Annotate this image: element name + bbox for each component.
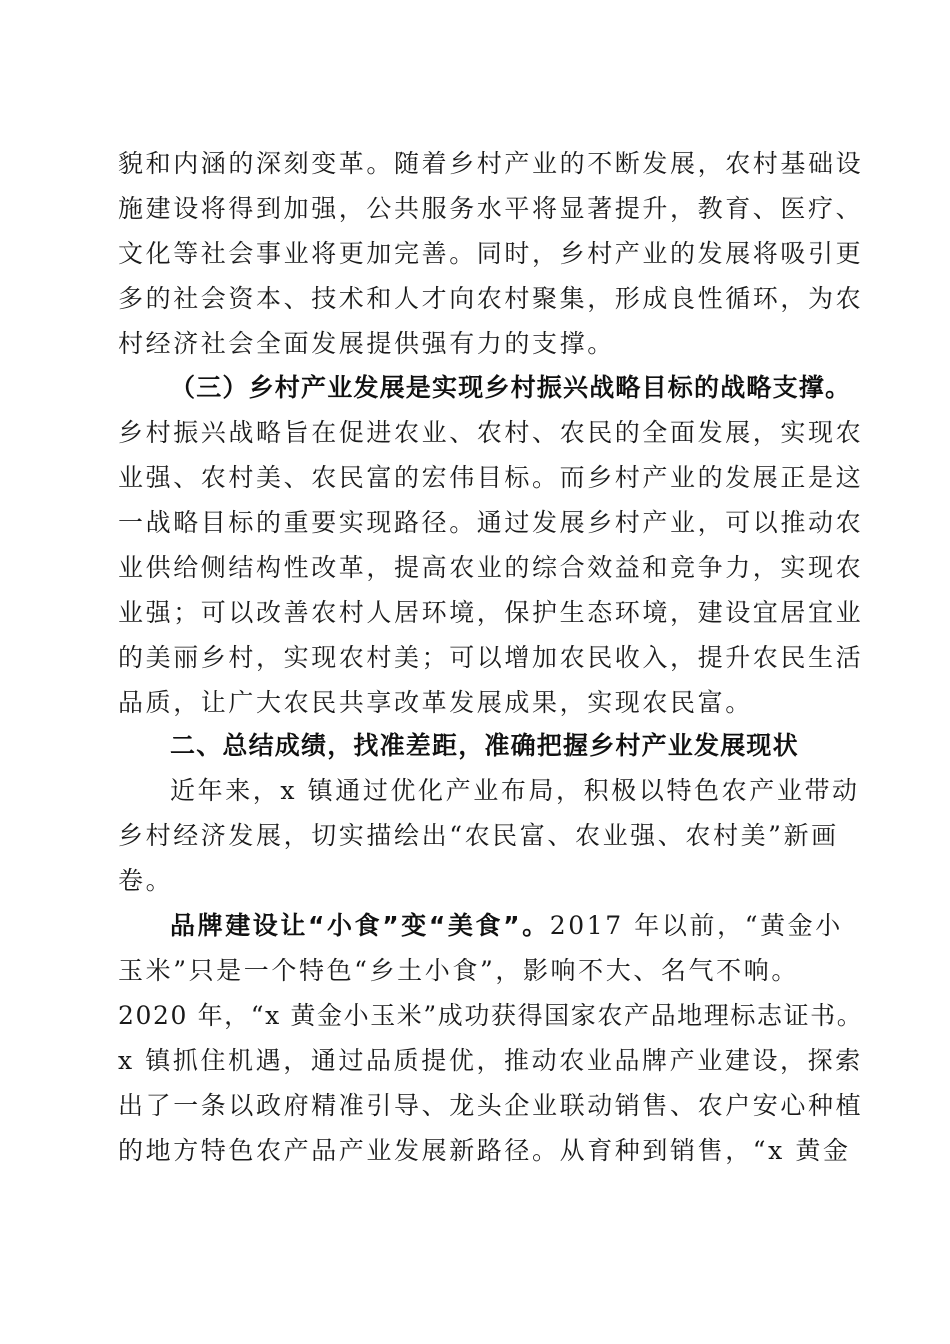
bold-lead-phrase: 品牌建设让“小食”变“美食”。 (170, 911, 550, 940)
section-heading-3: （三）乡村产业发展是实现乡村振兴战略目标的战略支撑。 (170, 373, 852, 402)
paragraph-line: 施建设将得到加强，公共服务水平将显著提升，教育、医疗、 (118, 194, 864, 223)
paragraph-line: 出了一条以政府精准引导、龙头企业联动销售、农户安心种植 (118, 1091, 864, 1120)
paragraph-line: 文化等社会事业将更加完善。同时，乡村产业的发展将吸引更 (118, 239, 864, 268)
paragraph-line: 业强；可以改善农村人居环境，保护生态环境，建设宜居宜业 (118, 598, 864, 627)
paragraph-line: 貌和内涵的深刻变革。随着乡村产业的不断发展，农村基础设 (118, 149, 864, 178)
paragraph-line-rest: 2017 年以前，“黄金小 (549, 911, 843, 940)
paragraph-line: 的美丽乡村，实现农村美；可以增加农民收入，提升农民生活 (118, 643, 864, 672)
paragraph-line: 村经济社会全面发展提供强有力的支撑。 (118, 329, 615, 358)
paragraph-line: 玉米”只是一个特色“乡土小食”，影响不大、名气不响。 (118, 956, 799, 985)
paragraph-line: 业供给侧结构性改革，提高农业的综合效益和竞争力，实现农 (118, 553, 864, 582)
paragraph-line (170, 911, 843, 941)
paragraph-line: 的地方特色农产品产业发展新路径。从育种到销售，“x 黄金 (118, 1136, 851, 1165)
paragraph-line: 品质，让广大农民共享改革发展成果，实现农民富。 (118, 688, 753, 717)
paragraph-line: 一战略目标的重要实现路径。通过发展乡村产业，可以推动农 (118, 508, 864, 537)
paragraph-line: 多的社会资本、技术和人才向农村聚集，形成良性循环，为农 (118, 284, 864, 313)
paragraph-line: 卷。 (118, 866, 174, 895)
paragraph-line: 业强、农村美、农民富的宏伟目标。而乡村产业的发展正是这 (118, 463, 864, 492)
paragraph-line: x 镇抓住机遇，通过品质提优，推动农业品牌产业建设，探索 (118, 1046, 863, 1075)
paragraph-line: 乡村经济发展，切实描绘出“农民富、农业强、农村美”新画 (118, 821, 839, 850)
paragraph-line: 近年来，x 镇通过优化产业布局，积极以特色农产业带动 (170, 776, 860, 805)
paragraph-line: 2020 年，“x 黄金小玉米”成功获得国家农产品地理标志证书。 (118, 1001, 864, 1030)
paragraph-line: 乡村振兴战略旨在促进农业、农村、农民的全面发展，实现农 (118, 418, 864, 447)
section-heading-2: 二、总结成绩，找准差距，准确把握乡村产业发展现状 (170, 731, 799, 760)
